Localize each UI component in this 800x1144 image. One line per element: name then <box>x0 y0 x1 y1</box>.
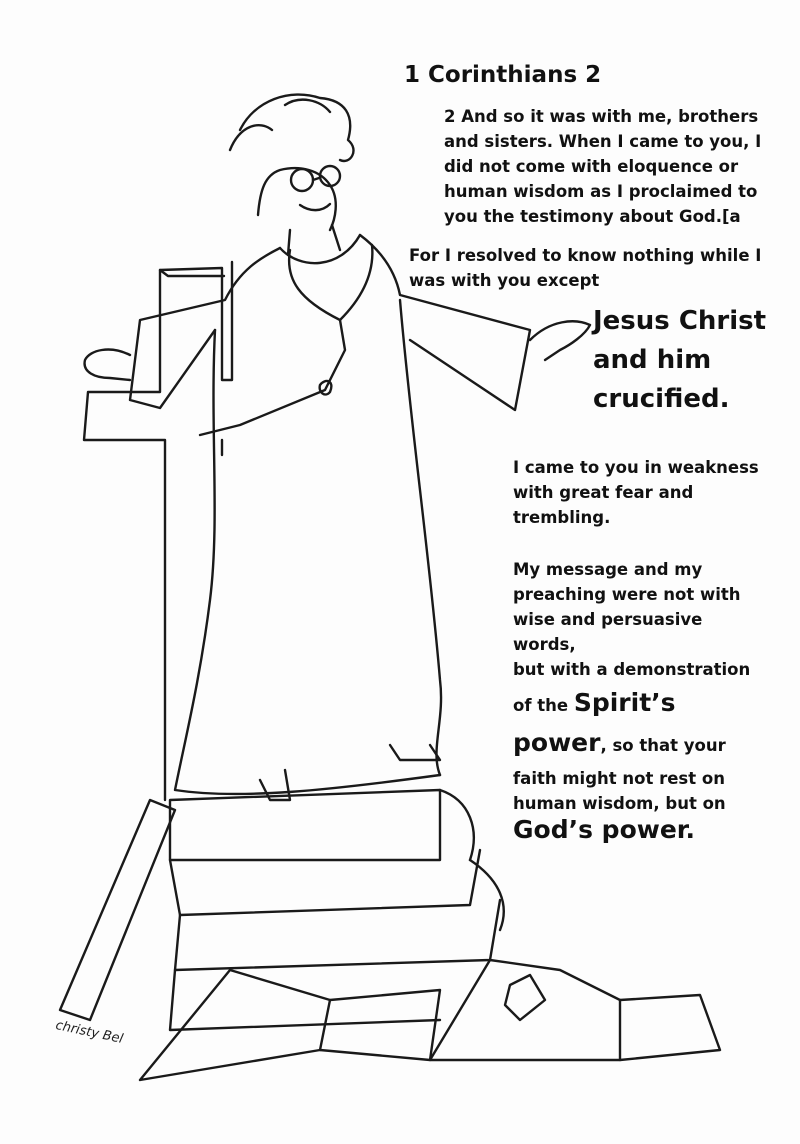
chapter-title: 1 Corinthians 2 <box>404 62 602 88</box>
artist-signature: christy Bel <box>54 1018 125 1047</box>
cross-drawing <box>84 262 232 800</box>
verse-paragraph-1: 2 And so it was with me, brothers and sisters. When I came to you, I did not come with eloquence or human wisdom as I proclaimed to you the testimony about God.[a <box>444 107 762 226</box>
power-line <box>513 728 726 757</box>
verse-paragraph-4: My message and my preaching were not with wise and persuasive words, but with a demonstration <box>513 560 751 679</box>
so-that-text: , so that your <box>600 736 726 755</box>
emphasis-text: Jesus Christ and him crucified. <box>593 306 767 414</box>
of-the-text: of the <box>513 696 574 715</box>
necklace <box>200 245 372 435</box>
figure-robe <box>130 235 530 800</box>
gods-power-text: God’s power. <box>513 815 696 844</box>
power-text: power <box>513 728 601 757</box>
verse-paragraph-5: faith might not rest on human wisdom, but on <box>513 769 726 813</box>
spirit-line <box>513 688 676 717</box>
spirits-text: Spirit’s <box>573 688 676 717</box>
verse-paragraph-3: I came to you in weakness with great fear and trembling. <box>513 458 759 527</box>
book-stack <box>60 790 504 1030</box>
figure-head <box>230 95 353 255</box>
verse-paragraph-2: For I resolved to know nothing while I was with you except <box>409 246 762 290</box>
